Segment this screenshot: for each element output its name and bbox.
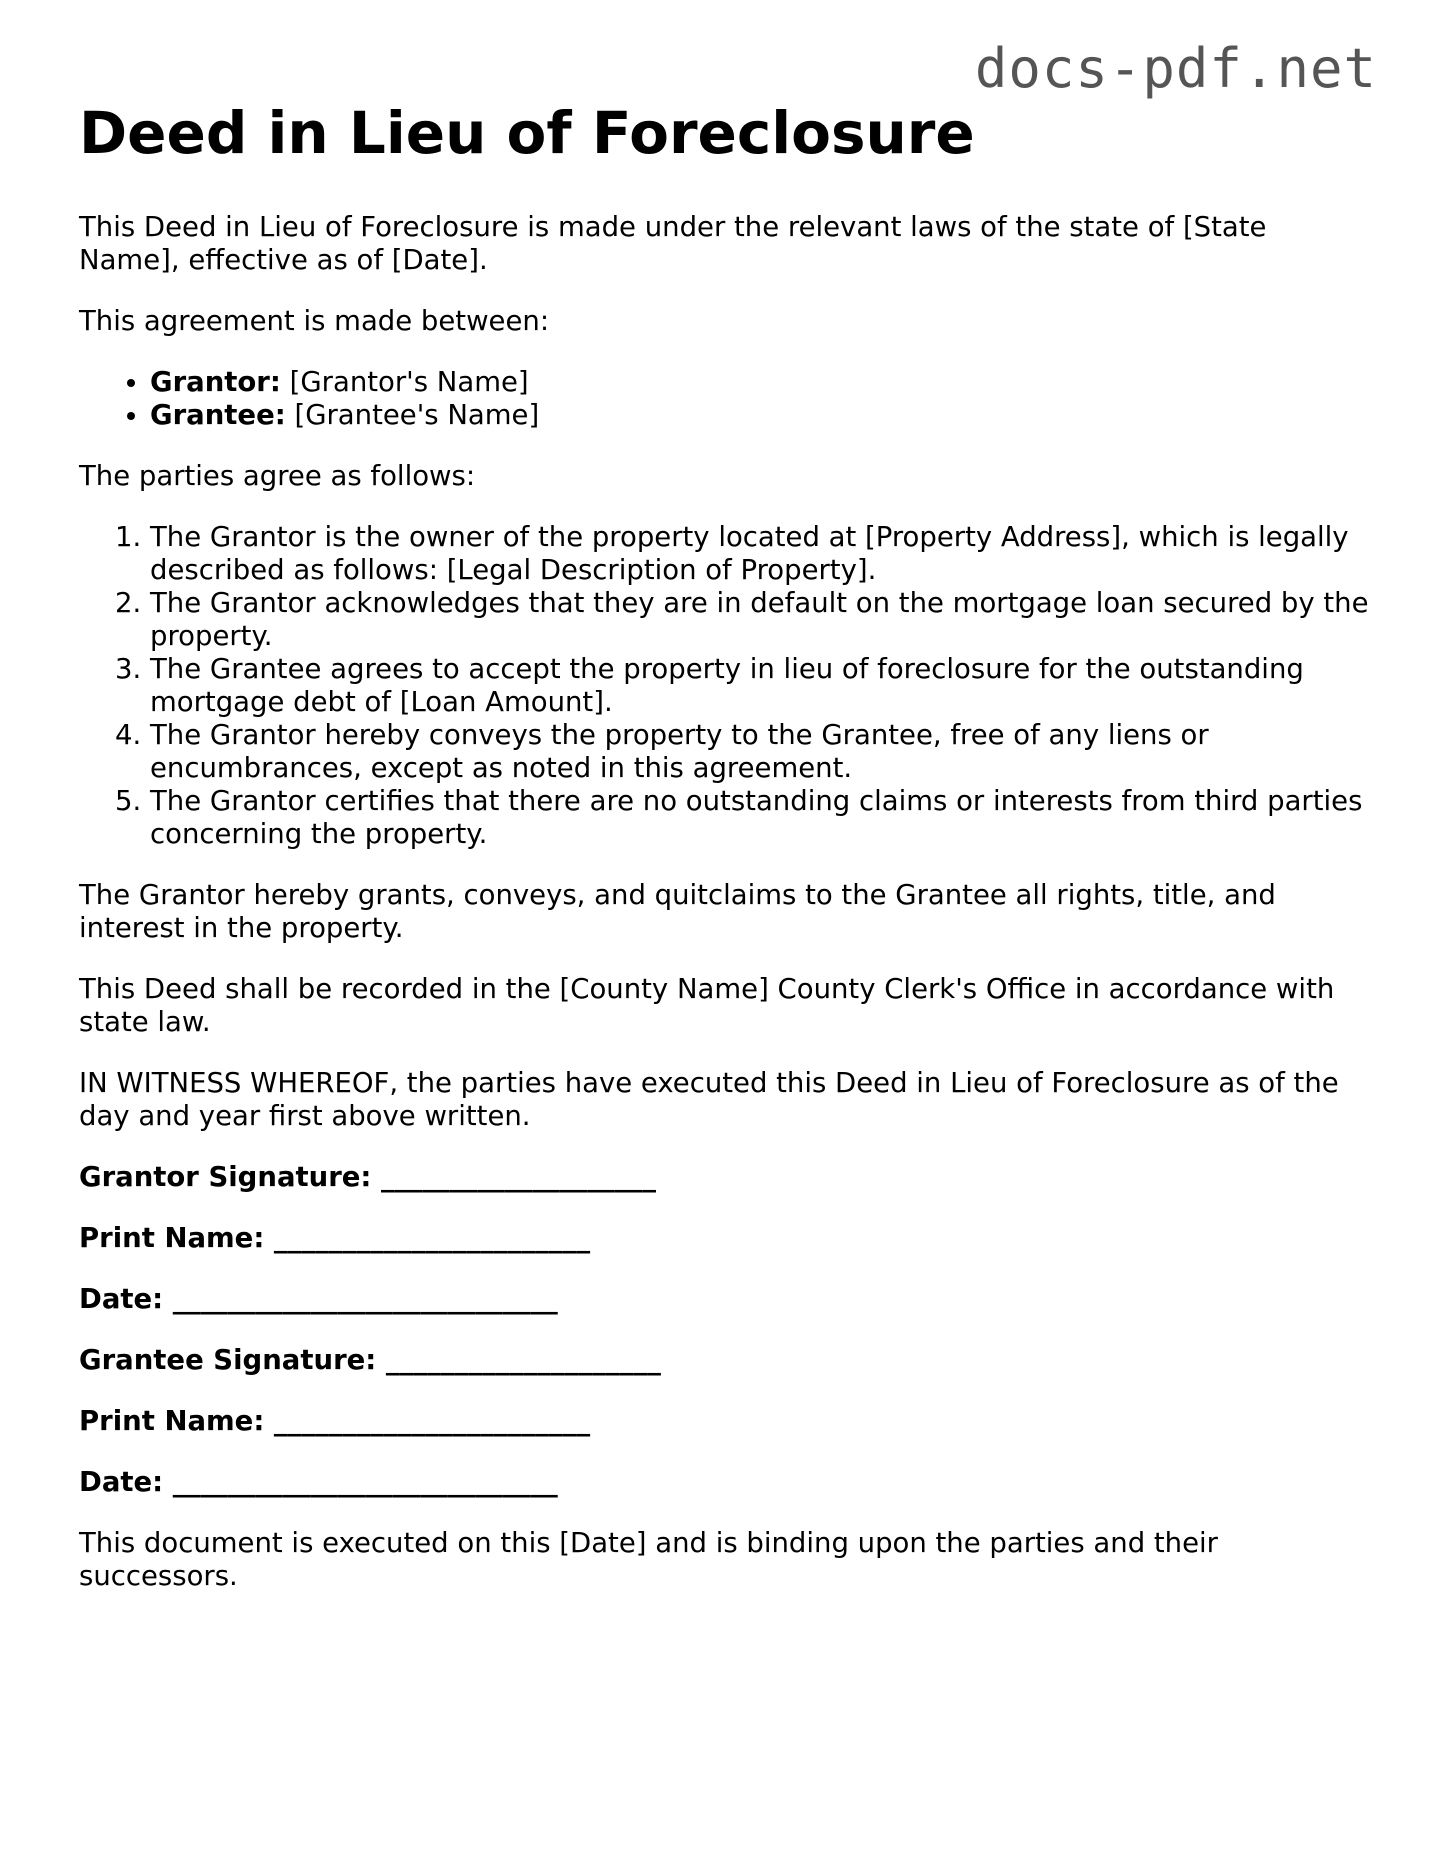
clause-item: 4. The Grantor hereby conveys the property to the Grantee, free of any liens or encumbrances, except as noted in this agreement.	[150, 719, 1369, 785]
witness-paragraph: IN WITNESS WHEREOF, the parties have executed this Deed in Lieu of Foreclosure as of the day and year first above written.	[79, 1066, 1339, 1132]
recording-paragraph: This Deed shall be recorded in the [County Name] County Clerk's Office in accordance with state law.	[79, 972, 1335, 1038]
clauses-list	[79, 521, 1369, 851]
clause-item: 2. The Grantor acknowledges that they are in default on the mortgage loan secured by the property.	[150, 587, 1369, 653]
grantor-signature-line: Grantor Signature: ____________________	[79, 1160, 657, 1193]
parties-intro: This agreement is made between:	[79, 304, 550, 337]
party-value: [Grantee's Name]	[285, 398, 540, 431]
grantee-signature-line: Grantee Signature: ____________________	[79, 1343, 661, 1376]
party-grantee	[150, 399, 1369, 432]
grant-paragraph: The Grantor hereby grants, conveys, and quitclaims to the Grantee all rights, title, and interest in the property.	[79, 878, 1276, 944]
grantor-print-name-line: Print Name: _______________________	[79, 1221, 591, 1254]
clause-item: 5. The Grantor certifies that there are no outstanding claims or interests from third parties concerning the property.	[150, 785, 1369, 851]
grantee-print-name-line: Print Name: _______________________	[79, 1404, 591, 1437]
party-term: Grantor:	[150, 365, 281, 398]
grantee-date-line: Date: ____________________________	[79, 1465, 558, 1498]
party-term: Grantee:	[150, 398, 286, 431]
party-grantor	[150, 366, 1369, 399]
clause-item: 1. The Grantor is the owner of the property located at [Property Address], which is legally described as follows: [Legal Description of Property].	[150, 521, 1369, 587]
agreement-intro: The parties agree as follows:	[79, 459, 476, 492]
clause-item: 3. The Grantee agrees to accept the property in lieu of foreclosure for the outstanding mortgage debt of [Loan Amount].	[150, 653, 1369, 719]
watermark: docs-pdf.net	[974, 37, 1377, 100]
parties-list	[79, 366, 1369, 432]
closing-paragraph: This document is executed on this [Date] and is binding upon the parties and their successors.	[79, 1526, 1218, 1592]
document-page	[79, 100, 1369, 1621]
grantor-date-line: Date: ____________________________	[79, 1282, 558, 1315]
intro-paragraph: This Deed in Lieu of Foreclosure is made under the relevant laws of the state of [State Name], effective as of [Date].	[79, 210, 1267, 276]
document-title: Deed in Lieu of Foreclosure	[79, 99, 975, 167]
party-value: [Grantor's Name]	[280, 365, 529, 398]
